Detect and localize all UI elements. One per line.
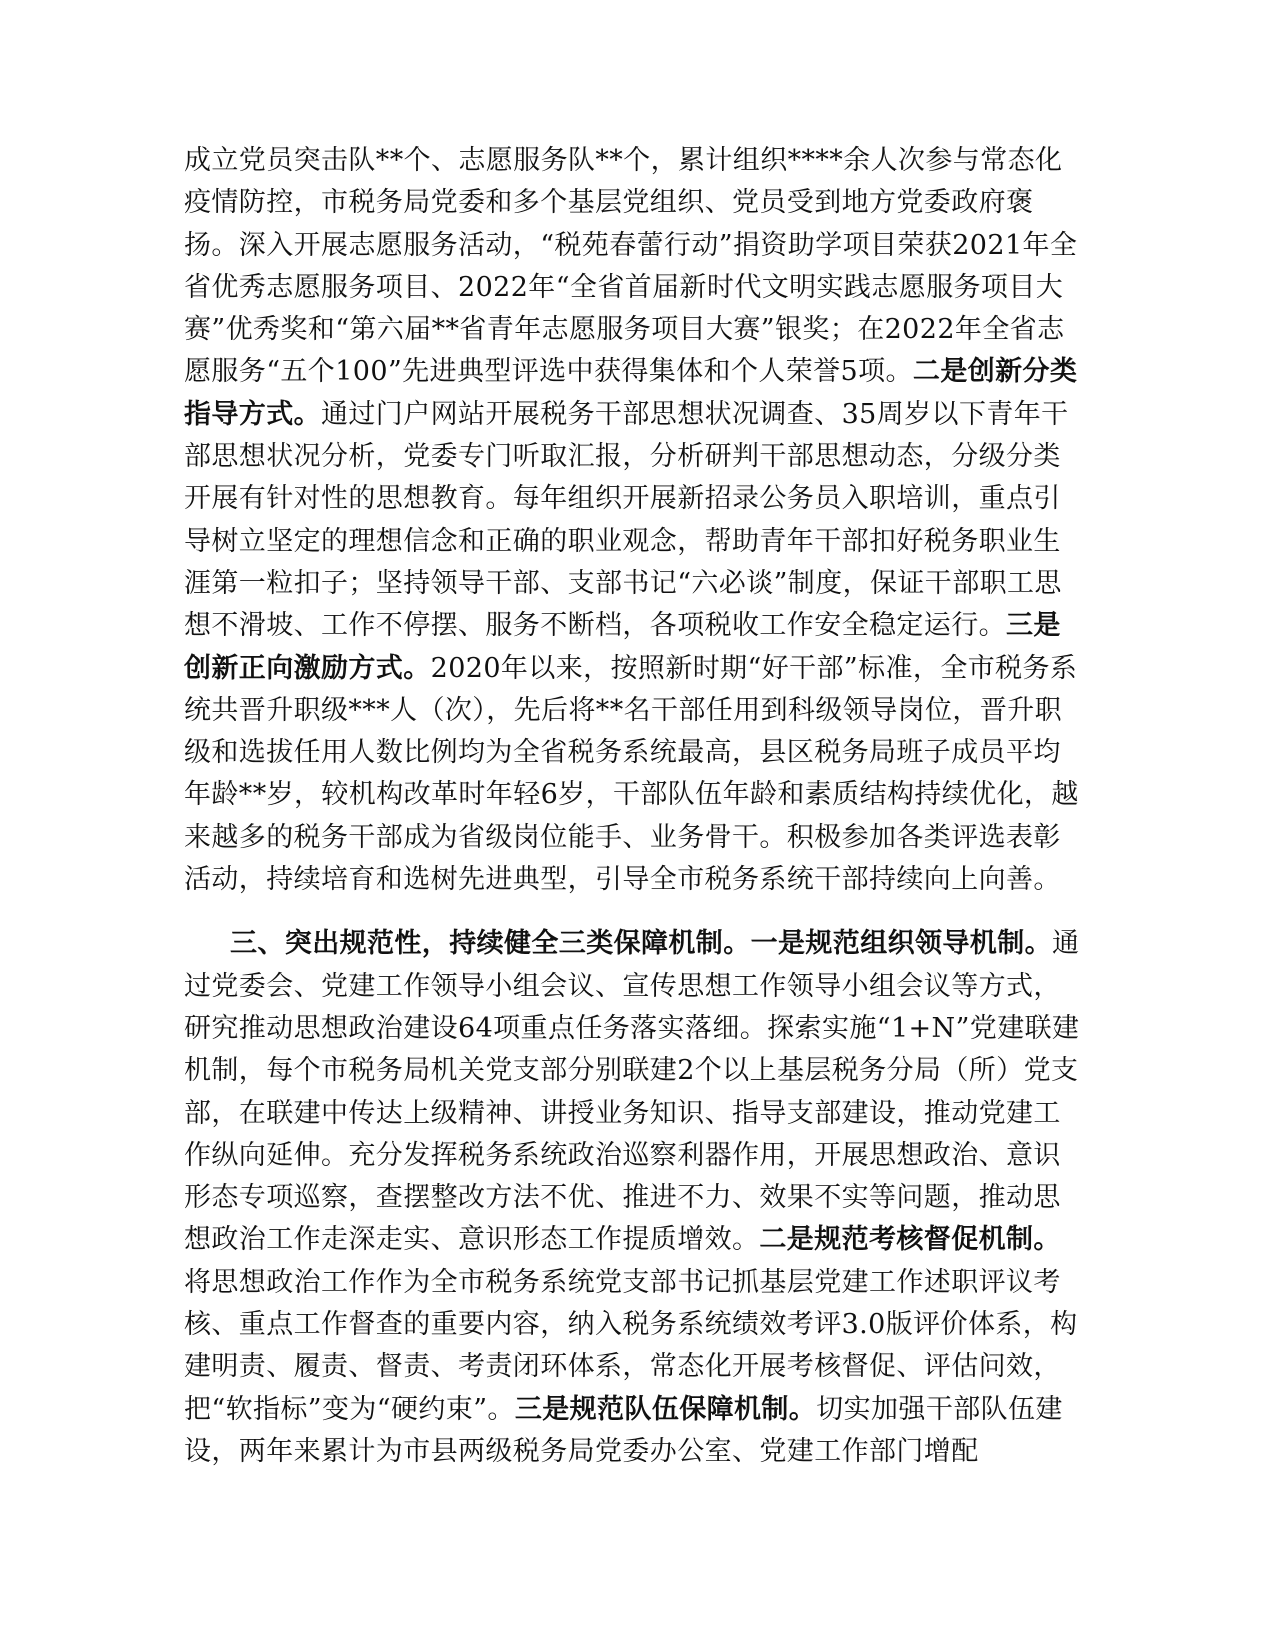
paragraph-text: 成立党员突击队**个、志愿服务队**个，累计组织****余人次参与常态化疫情防控，市税务局党委和多个基层党组织、党员受到地方党委政府褒扬。深入开展志愿服务活动，“税苑春蕾行动”捐资助学项目荣获2021年全省优秀志愿服务项目、2022年“全省首届新时代文明实践志愿服务项目大赛”优秀奖和“第六届**省青年志愿服务项目大赛”银奖；在2022年全省志愿服务“五个100”先进典型评选中获得集体和个人荣誉5项。: [184, 145, 1078, 388]
document-body: [184, 140, 1084, 1473]
paragraph-text: 将思想政治工作作为全市税务系统党支部书记抓基层党建工作述职评议考核、重点工作督查的重要内容，纳入税务系统绩效考评3.0版评价体系，构建明责、履责、督责、考责闭环体系，常态化开展考核督促、评估问效，把“软指标”变为“硬约束”。: [184, 1266, 1078, 1425]
paragraph: [184, 923, 1084, 1473]
paragraph-text: 切实加强干部队伍建设，两年来累计为市县两级税务局党委办公室、党建工作部门增配: [184, 1393, 1063, 1467]
subheading-bold-text: 三是创新正向激励方式。: [184, 610, 1061, 684]
subheading-bold-text: 三是规范队伍保障机制。: [514, 1393, 817, 1425]
section-heading-bold-text: 三、突出规范性，持续健全三类保障机制。一是规范组织领导机制。: [230, 928, 1052, 960]
paragraph-text: 2020年以来，按照新时期“好干部”标准，全市税务系统共晋升职级***人（次），先后将**名干部任用到科级领导岗位，晋升职级和选拔任用人数比例均为全省税务系统最高，县区税务局班子成员平均年龄**岁，较机构改革时年轻6岁，干部队伍年龄和素质结构持续优化，越来越多的税务干部成为省级岗位能手、业务骨干。积极参加各类评选表彰活动，持续培育和选树先进典型，引导全市税务系统干部持续向上向善。: [184, 652, 1079, 896]
subheading-bold-text: 二是创新分类指导方式。: [184, 356, 1078, 430]
paragraph-text: 通过党委会、党建工作领导小组会议、宣传思想工作领导小组会议等方式，研究推动思想政治建设64项重点任务落实落细。探索实施“1+N”党建联建机制，每个市税务局机关党支部分别联建2个以上基层税务分局（所）党支部，在联建中传达上级精神、讲授业务知识、指导支部建设，推动党建工作纵向延伸。充分发挥税务系统政治巡察利器作用，开展思想政治、意识形态专项巡察，查摆整改方法不优、推进不力、效果不实等问题，推动思想政治工作走深走实、意识形态工作提质增效。: [184, 928, 1080, 1256]
paragraph: [184, 140, 1084, 901]
paragraph-text: 通过门户网站开展税务干部思想状况调查、35周岁以下青年干部思想状况分析，党委专门听取汇报，分析研判干部思想动态，分级分类开展有针对性的思想教育。每年组织开展新招录公务员入职培训，重点引导树立坚定的理想信念和正确的职业观念，帮助青年干部扣好税务职业生涯第一粒扣子；坚持领导干部、支部书记“六必谈”制度，保证干部职工思想不滑坡、工作不停摆、服务不断档，各项税收工作安全稳定运行。: [184, 398, 1069, 642]
subheading-bold-text: 二是规范考核督促机制。: [759, 1224, 1061, 1256]
